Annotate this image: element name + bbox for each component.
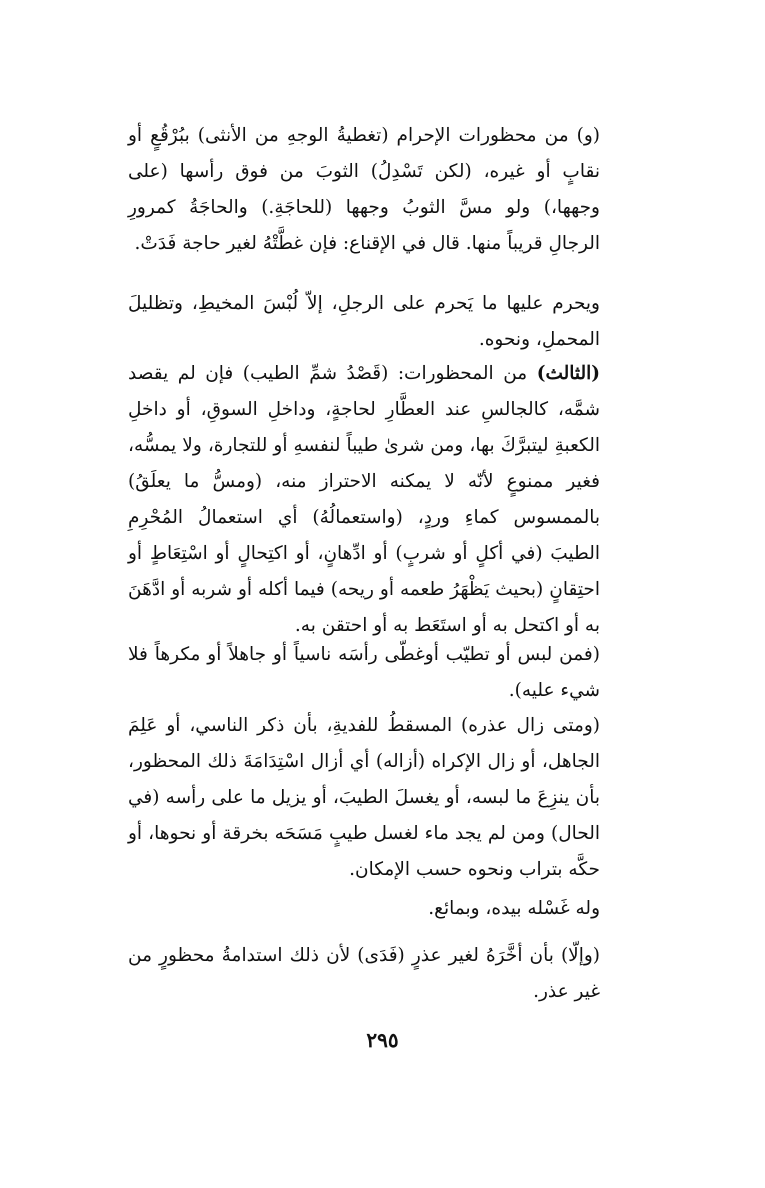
paragraph-text: (فمن لبس أو تطيّب أوغطّى رأسَه ناسياً أو جاهلاً أو مكرهاً فلا شيء عليه). — [128, 644, 600, 701]
page-number: ٢٩٥ — [366, 1028, 399, 1052]
section-heading: (الثالث) — [536, 363, 600, 384]
paragraph-third-prohibition — [128, 356, 642, 644]
paragraph-prohibitions-for-women — [128, 286, 642, 358]
paragraph-text: ويحرم عليها ما يَحرم على الرجلِ، إلاّ لُبْسَ المخيطِ، وتظليلَ المحملِ، ونحوه. — [128, 293, 600, 350]
paragraph-text: (وإلّا) بأن أخَّرَهُ لغير عذرٍ (فَدَى) لأن ذلك استدامةُ محظورٍ من غير عذر. — [128, 945, 600, 1002]
paragraph-body: من المحظورات: (قَصْدُ شمِّ الطيب) فإن لم يقصد شمَّه، كالجالسِ عند العطَّارِ لحاجةٍ، وداخلِ السوقِ، أو داخلِ الكعبةِ ليتبرَّكَ بها، ومن شرىٰ طيباً لنفسهِ أو للتجارة، ولا يمسُّه، فغير ممنوعٍ لأنّه لا يمكنه الاحتراز منه، (ومسُّ ما يعلَقُ) بالممسوس كماءِ وردٍ، (واستعمالُهُ) أي استعمالُ المُحْرِمِ الطيبَ (في أكلٍ أو شربٍ) أو ادِّهانٍ، أو اكتِحالٍ أو اسْتِعَاطٍ أو احتِقانٍ (بحيث يَظْهَرُ طعمه أو ريحه) فيما أكله أو شربه أو ادَّهَنَ به أو اكتحل به أو استَعَط به أو احتقن به. — [128, 363, 600, 636]
paragraph-washing — [128, 891, 642, 927]
paragraph-excuse-removed — [128, 708, 642, 888]
paragraph-text — [128, 356, 642, 644]
paragraph-face-covering — [128, 118, 642, 262]
paragraph-delay-penalty — [128, 938, 642, 1010]
paragraph-text: (و) من محظورات الإحرام (تغطيةُ الوجهِ من الأنثى) ببُرْقُعٍ أو نقابٍ أو غيره، (لكن تَسْدِلُ) الثوبَ من فوق رأسها (على وجهها،) ولو مسَّ الثوبُ وجهها (للحاجَةِ.) والحاجَةُ كمرورِ الرجالِ قريباً منها. قال في الإقناع: فإن غطَّتْهُ لغير حاجة فَدَتْ. — [128, 125, 600, 254]
paragraph-no-penalty — [128, 637, 642, 709]
paragraph-text: (ومتى زال عذره) المسقطُ للفديةِ، بأن ذكر الناسي، أو عَلِمَ الجاهل، أو زال الإكراه (أزاله) أي أزال اسْتِدَامَةَ ذلك المحظور، بأن ينزِعَ ما لبسه، أو يغسلَ الطيبَ، أو يزيل ما على رأسه (في الحال) ومن لم يجد ماء لغسل طيبٍ مَسَحَه بخرقة أو نحوها، أو حكَّه بتراب ونحوه حسب الإمكان. — [128, 715, 600, 880]
paragraph-text: وله غَسْله بيده، وبمائع. — [428, 898, 600, 919]
